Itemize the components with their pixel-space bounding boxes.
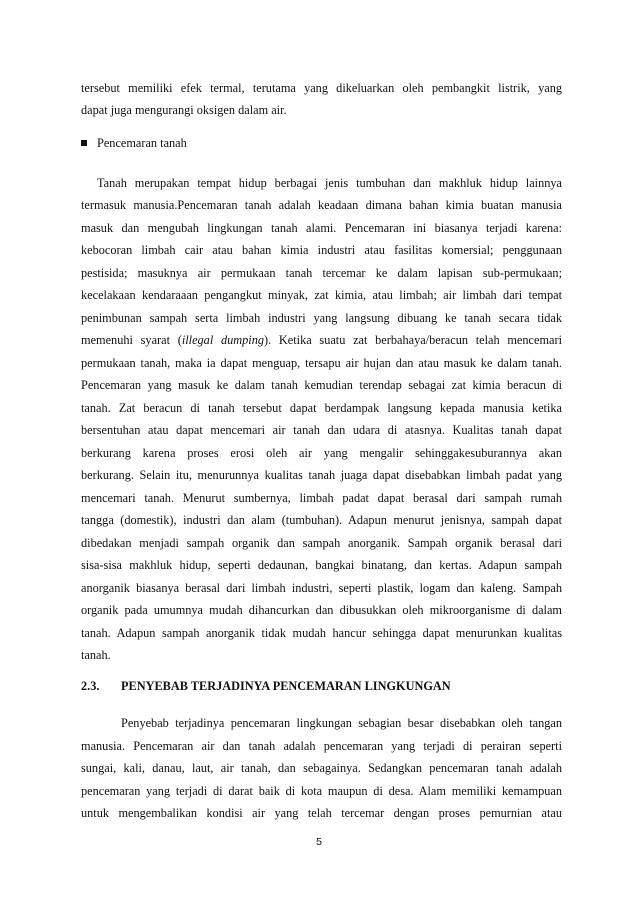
text-line: manusia. Pencemaran air dan tanah adalah pencemaran yang terjadi di perairan seperti: [81, 739, 562, 753]
text-line: permukaan tanah, maka ia dapat menguap, tersapu air hujan dan atau masuk ke dalam tanah.: [81, 356, 562, 370]
text-line: tanah.: [81, 648, 111, 662]
text-line: kecelakaan kendaraaan pengangkut minyak, zat kimia, atau limbah; air limbah dari tempat: [81, 288, 562, 302]
text-line: termasuk manusia.Pencemaran tanah adalah keadaan dimana bahan kimia buatan manusia: [81, 198, 562, 212]
square-bullet-icon: [81, 140, 87, 146]
text-segment: ). Ketika suatu zat berbahaya/beracun telah mencemari: [264, 333, 562, 347]
text-line: masuk dan mengubah lingkungan tanah alami. Pencemaran ini biasanya terjadi karena:: [81, 221, 562, 235]
bullet-label: Pencemaran tanah: [97, 136, 187, 150]
text-line: organik pada umumnya mudah dihancurkan dan dibusukkan oleh mikroorganisme di dalam: [81, 603, 562, 617]
text-line: pencemaran yang terjadi di darat baik di kota maupun di desa. Alam memiliki kemampuan: [81, 784, 562, 798]
text-line: [81, 332, 562, 348]
text-line: pestisida; masuknya air permukaan tanah tercemar ke dalam lapisan sub-permukaan;: [81, 266, 562, 280]
text-line: tersebut memiliki efek termal, terutama yang dikeluarkan oleh pembangkit listrik, yang: [81, 81, 562, 95]
text-line: bersentuhan atau dapat mencemari air tanah dan udara di atasnya. Kualitas tanah dapat: [81, 423, 562, 437]
text-line: anorganik biasanya berasal dari limbah industri, seperti plastik, logam dan kaleng. Sampah: [81, 581, 562, 595]
text-line: untuk mengembalikan kondisi air yang telah tercemar dengan proses pemurnian atau: [81, 806, 562, 820]
text-line: penimbunan sampah serta limbah industri yang langsung dibuang ke tanah secara tidak: [81, 311, 562, 325]
text-line: dapat juga mengurangi oksigen dalam air.: [81, 103, 287, 117]
text-line: Penyebab terjadinya pencemaran lingkungan sebagian besar disebabkan oleh tangan: [121, 716, 562, 730]
text-line: tanah. Zat beracun di tanah tersebut dapat berdampak langsung kepada manusia ketika: [81, 401, 562, 415]
text-line: sungai, kali, danau, laut, air tanah, dan sebagainya. Sedangkan pencemaran tanah adalah: [81, 761, 562, 775]
text-line: kebocoran limbah cair atau bahan kimia industri atau fasilitas komersial; penggunaan: [81, 243, 562, 257]
text-line: dibedakan menjadi sampah organik dan sampah anorganik. Sampah organik berasal dari: [81, 536, 562, 550]
section-heading: PENYEBAB TERJADINYA PENCEMARAN LINGKUNGAN: [121, 679, 451, 693]
text-line: tanah. Adapun sampah anorganik tidak mudah hancur sehingga dapat menurunkan kualitas: [81, 626, 562, 640]
section-number: 2.3.: [81, 679, 100, 693]
text-line: Pencemaran yang masuk ke dalam tanah kemudian terendap sebagai zat kimia beracun di: [81, 378, 562, 392]
italic-term: illegal dumping: [181, 333, 265, 347]
page-number: 5: [316, 836, 322, 848]
text-line: berkurang. Selain itu, menurunnya kualitas tanah juaga dapat disebabkan limbah padat yang: [81, 468, 562, 482]
text-line: mencemari tanah. Menurut sumbernya, limbah padat dapat berasal dari sampah rumah: [81, 491, 562, 505]
text-line: tangga (domestik), industri dan alam (tumbuhan). Adapun menurut jenisnya, sampah dapat: [81, 513, 562, 527]
text-line: Tanah merupakan tempat hidup berbagai jenis tumbuhan dan makhluk hidup lainnya: [97, 176, 562, 190]
text-line: berkurang karena proses erosi oleh air yang mengalir sehinggakesuburannya akan: [81, 446, 562, 460]
text-segment: memenuhi syarat (: [81, 333, 182, 347]
text-line: sisa-sisa makhluk hidup, seperti dedaunan, bangkai binatang, dan kertas. Adapun sampah: [81, 558, 562, 572]
bullet-item: [81, 135, 187, 151]
